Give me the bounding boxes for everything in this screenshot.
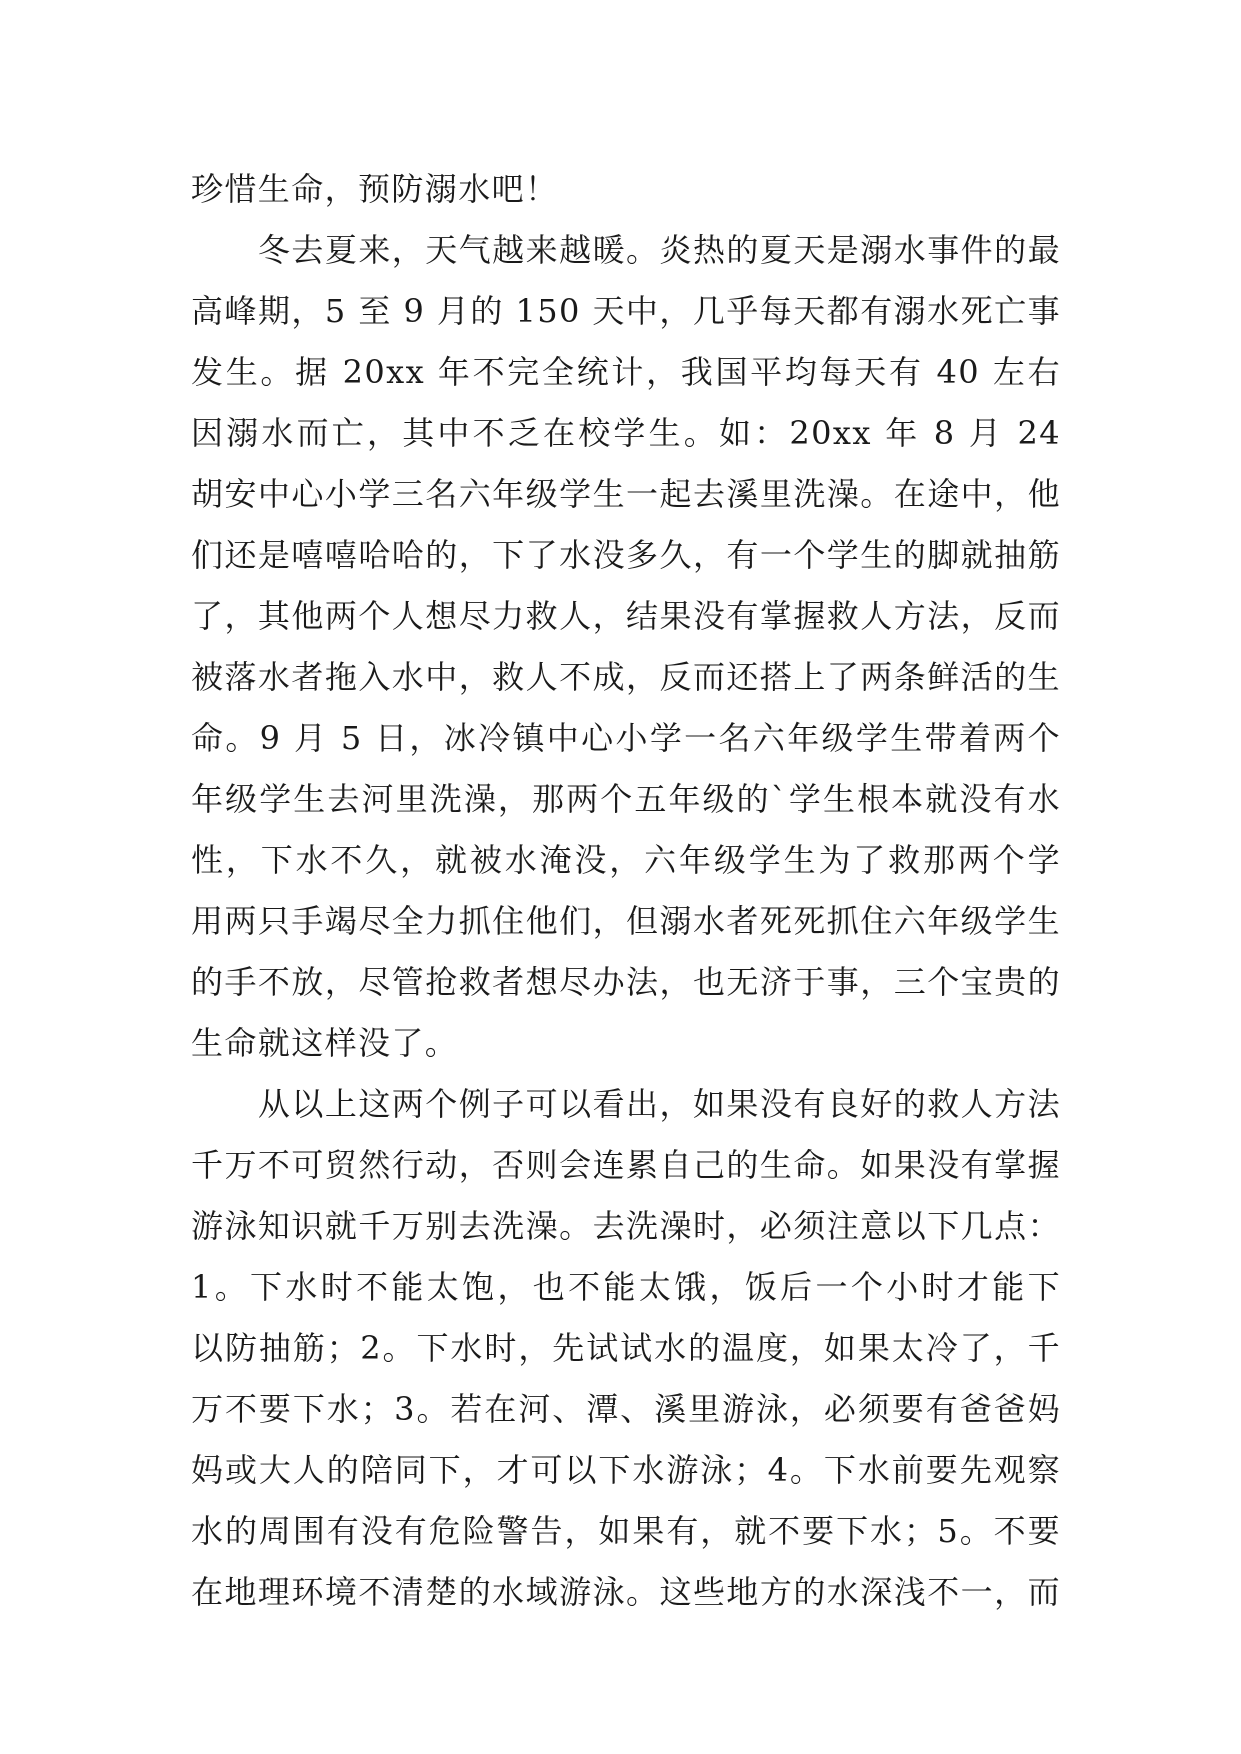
- text-line: 了，其他两个人想尽力救人，结果没有掌握救人方法，反而: [191, 597, 1061, 635]
- text-line: 因溺水而亡，其中不乏在校学生。如：20xx 年 8 月 24: [191, 414, 1061, 452]
- text-line: 1。下水时不能太饱，也不能太饿，饭后一个小时才能下: [191, 1268, 1061, 1306]
- text-line: 发生。据 20xx 年不完全统计，我国平均每天有 40 左右: [191, 353, 1061, 391]
- text-line: 被落水者拖入水中，救人不成，反而还搭上了两条鲜活的生: [191, 658, 1061, 696]
- text-line: 们还是嘻嘻哈哈的，下了水没多久，有一个学生的脚就抽筋: [191, 536, 1061, 574]
- text-line: 高峰期，5 至 9 月的 150 天中，几乎每天都有溺水死亡事: [191, 292, 1061, 330]
- text-line: 妈或大人的陪同下，才可以下水游泳；4。下水前要先观察: [191, 1451, 1061, 1489]
- text-line: 以防抽筋；2。下水时，先试试水的温度，如果太冷了，千: [191, 1329, 1061, 1367]
- text-line: 游泳知识就千万别去洗澡。去洗澡时，必须注意以下几点：: [191, 1207, 1061, 1245]
- text-line: 珍惜生命，预防溺水吧！: [191, 170, 559, 208]
- text-line: 在地理环境不清楚的水域游泳。这些地方的水深浅不一，而: [191, 1573, 1061, 1611]
- text-line: 冬去夏来，天气越来越暖。炎热的夏天是溺水事件的最: [191, 231, 1061, 269]
- text-line: 千万不可贸然行动，否则会连累自己的生命。如果没有掌握: [191, 1146, 1061, 1184]
- document-body: [191, 159, 1061, 1623]
- text-line: 命。9 月 5 日，冰冷镇中心小学一名六年级学生带着两个: [191, 719, 1061, 757]
- text-line: 年级学生去河里洗澡，那两个五年级的`学生根本就没有水: [191, 780, 1061, 818]
- text-line: 水的周围有没有危险警告，如果有，就不要下水；5。不要: [191, 1512, 1061, 1550]
- text-line: 生命就这样没了。: [191, 1024, 459, 1062]
- text-line: 从以上这两个例子可以看出，如果没有良好的救人方法: [191, 1085, 1061, 1123]
- text-line: 胡安中心小学三名六年级学生一起去溪里洗澡。在途中，他: [191, 475, 1061, 513]
- text-line: 万不要下水；3。若在河、潭、溪里游泳，必须要有爸爸妈: [191, 1390, 1061, 1428]
- text-line: 性，下水不久，就被水淹没，六年级学生为了救那两个学: [191, 841, 1061, 879]
- text-line: 用两只手竭尽全力抓住他们，但溺水者死死抓住六年级学生: [191, 902, 1061, 940]
- text-line: 的手不放，尽管抢救者想尽办法，也无济于事，三个宝贵的: [191, 963, 1061, 1001]
